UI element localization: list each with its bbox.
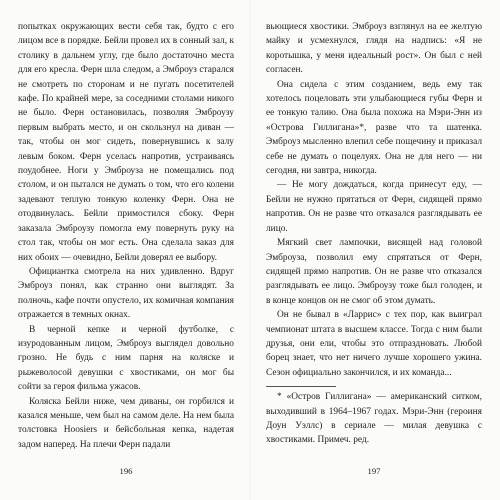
left-paragraph-4: Коляска Бейли ниже, чем диваны, он горбился и казался меньше, чем был на самом деле. На нем была толстовка Hoosiers и бейсбольная кепка, надетая задом наперед. На плечи Ферн падали (18, 396, 234, 450)
left-paragraph-2: Официантка смотрела на них удивленно. Вдруг Эмброуз понял, как странно они выглядят. За полночь, кафе почти опустело, их комичная компания отражается в темных окнах. (18, 266, 234, 321)
right-paragraph-2: Она сидела с этим созданием, ведь ему так хотелось поцеловать эти улыбающиеся губы Ферн и ее тонкую талию. Она была похожа на Мэри-Энн из «Острова Гиллигана»*, разве что та шатенка. Эмброуз мысленно влепил себе пощечину и приказал себе не думать о поцелуях. Она не для него — ни сегодня, ни завтра, никогда. (266, 79, 482, 177)
footnote: * «Остров Гиллигана» — американский ситком, выходивший в 1964–1967 годах. Мэри-Энн (героиня Доун Уэллс) в сериале — милая девушка с хвостиками. Примеч. ред. (266, 392, 482, 446)
right-paragraph-5: Он не бывал в «Ларрис» с тех пор, как выиграл чемпионат штата в высшем классе. Тогда с ним были друзья, они ели, чтобы это отпраздновать. Любой борец знает, что нет ничего лучше хорошего ужина. Сезон официально закончился, и их команда... (266, 310, 482, 378)
footnote-rule (266, 386, 336, 387)
left-paragraph-3: В черной кепке и черной футболке, с изуродованным лицом, Эмброуз выглядел довольно грозно. Не будь с ним парня на коляске и рыжеволосой девушки с хвостиками, он мог бы сойти за героя фильма ужасов. (18, 324, 234, 393)
right-paragraph-3: — Не могу дождаться, когда принесут еду, — Бейли не нужно прятаться от Ферн, сидящей прямо напротив. Он не разве что отказался разглядывать ее лицо. (266, 180, 482, 234)
right-page (266, 20, 482, 490)
left-page-number: 196 (119, 466, 133, 476)
book-gutter (249, 0, 251, 500)
left-paragraph-1: попытках окружающих вести себя так, будто с его лицом все в порядке. Бейли провел их в сонный зал, к столику в дальнем углу, где было достаточно места для его кресла. Ферн шла следом, а Эмброуз старался не смотреть по сторонам и не пугать посетителей кафе. По крайней мере, за соседними столами никого не было. Ферн остановилась, позволяя Эмброузу первым выбрать место, и он скользнул на диван — так, чтобы он мог сидеть, повернувшись к залу левым боком. Ферн уселась напротив, устраиваясь поудобнее. Ноги у Эмброуза не помещались под столом, и он пытался не думать о том, что его колени задевают теплую тонкую коленку Ферн. Она не отодвинулась. Бейли примостился сбоку. Ферн заказала Эмброузу помогла ему повернуть руку на стол так, чтобы он мог есть. Она сделала заказ для них обоих — очевидно, Бейли доверял ее выбору. (18, 22, 234, 263)
right-paragraph-1: вьющиеся хвостики. Эмброуз взглянул на ее желтую майку и усмехнулся, глядя на надпись: «Я не коротышка, у меня идеальный рост». Он был с ней согласен. (266, 22, 482, 76)
right-paragraph-4: Мягкий свет лампочки, висящей над головой Эмброуза, позволил ему спрятаться от Ферн, сидящей прямо напротив. Он не разве что отказался разглядывать ее лицо. Эмброузу тоже был голоден, и в конце концов он не смог об этом думать. (266, 238, 482, 306)
right-page-number: 197 (367, 466, 381, 476)
left-page (18, 20, 234, 490)
